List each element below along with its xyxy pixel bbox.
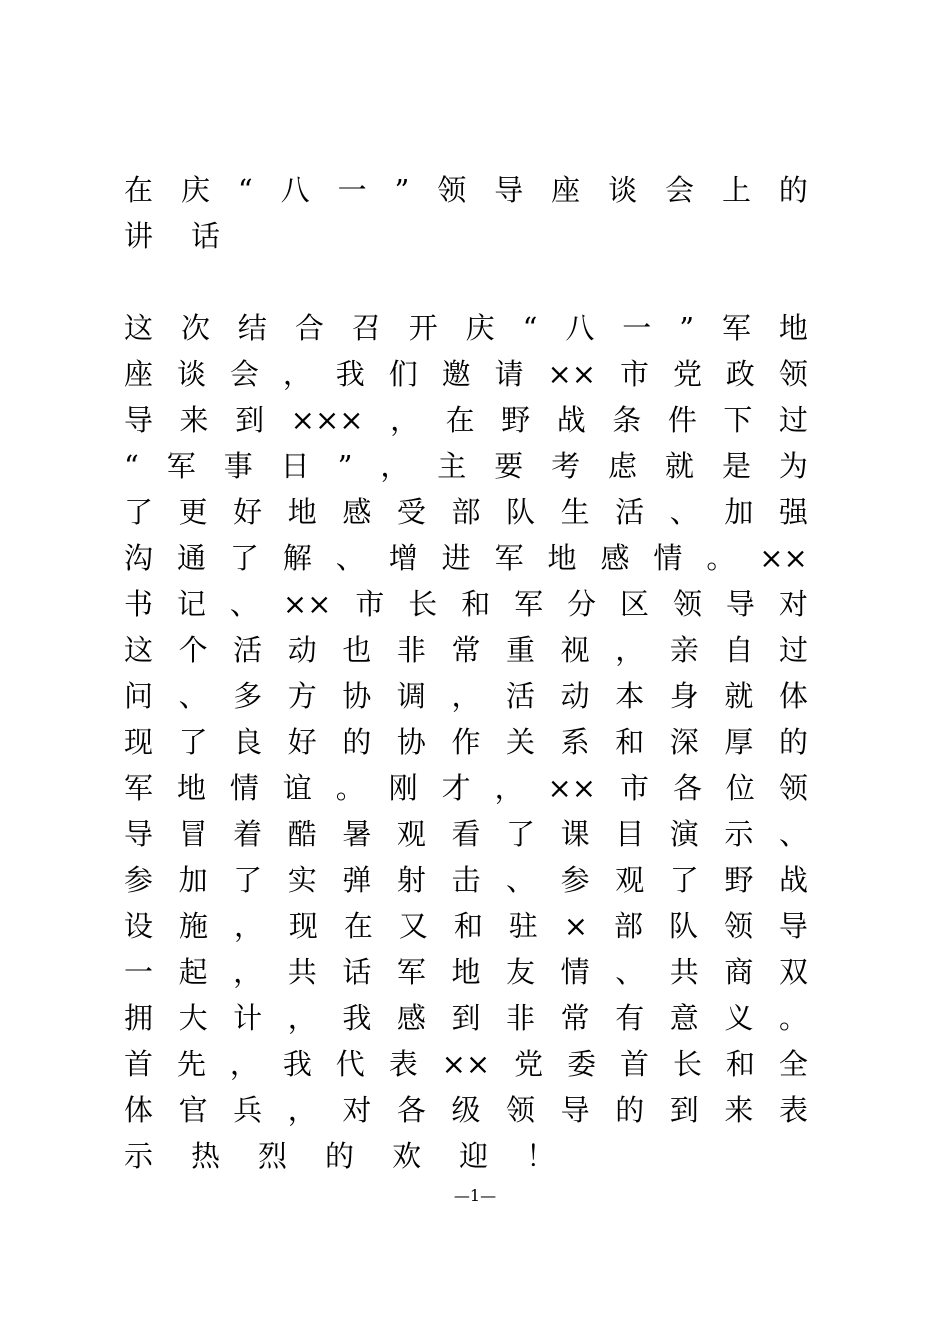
- glyph: 主: [437, 449, 467, 483]
- glyph: 导: [560, 1093, 590, 1127]
- glyph: 了: [506, 817, 536, 851]
- glyph: 了: [229, 541, 259, 575]
- body-line: [124, 1090, 808, 1130]
- glyph: 迎: [459, 1139, 489, 1173]
- glyph: 义: [724, 1001, 754, 1035]
- glyph: 亲: [669, 633, 699, 667]
- glyph: 冒: [178, 817, 208, 851]
- glyph: 视: [560, 633, 590, 667]
- glyph: 导: [124, 817, 154, 851]
- glyph: 计: [233, 1001, 263, 1035]
- glyph: 领: [506, 1093, 536, 1127]
- glyph: 的: [325, 1139, 355, 1173]
- glyph: 政: [725, 357, 755, 391]
- glyph: ，: [494, 771, 524, 805]
- glyph: 在: [124, 173, 154, 207]
- glyph: 问: [124, 679, 154, 713]
- glyph: 地: [778, 311, 808, 345]
- glyph: 领: [778, 771, 808, 805]
- glyph: 导: [494, 173, 524, 207]
- glyph: ，: [229, 1047, 259, 1081]
- glyph: 了: [124, 495, 154, 529]
- glyph: 情: [560, 955, 590, 989]
- glyph: 在: [343, 909, 373, 943]
- glyph: ，: [282, 357, 312, 391]
- glyph: 话: [191, 219, 221, 253]
- glyph: 活: [615, 495, 645, 529]
- glyph: 谈: [608, 173, 638, 207]
- glyph: 课: [560, 817, 590, 851]
- glyph: 好: [233, 495, 263, 529]
- glyph: 队: [506, 495, 536, 529]
- body-line: [124, 584, 808, 624]
- glyph: 意: [669, 1001, 699, 1035]
- body-line: [124, 308, 808, 348]
- glyph: 讲: [124, 219, 154, 253]
- glyph: 深: [669, 725, 699, 759]
- glyph: 施: [178, 909, 208, 943]
- glyph: ，: [390, 403, 420, 437]
- glyph: 下: [723, 403, 753, 437]
- glyph: ，: [287, 1001, 317, 1035]
- glyph: 我: [335, 357, 365, 391]
- body-line: [124, 998, 808, 1038]
- glyph: 记: [176, 587, 206, 621]
- glyph: 开: [408, 311, 438, 345]
- body-line: [124, 1044, 808, 1084]
- glyph: 级: [451, 1093, 481, 1127]
- glyph: 的: [778, 173, 808, 207]
- glyph: ××: [441, 1047, 491, 1081]
- glyph: 战: [556, 403, 586, 437]
- glyph: 部: [451, 495, 481, 529]
- glyph: 沟: [124, 541, 154, 575]
- glyph: 我: [282, 1047, 312, 1081]
- glyph: 次: [180, 311, 210, 345]
- glyph: 共: [669, 955, 699, 989]
- glyph: 上: [721, 173, 751, 207]
- glyph: 座: [551, 173, 581, 207]
- glyph: 话: [342, 955, 372, 989]
- glyph: 先: [176, 1047, 206, 1081]
- glyph: 更: [178, 495, 208, 529]
- glyph: 野: [724, 863, 754, 897]
- glyph: 兵: [233, 1093, 263, 1127]
- glyph: 友: [506, 955, 536, 989]
- glyph: 来: [724, 1093, 754, 1127]
- glyph: 大: [178, 1001, 208, 1035]
- glyph: 部: [614, 909, 644, 943]
- glyph: 设: [124, 909, 154, 943]
- glyph: 地: [547, 541, 577, 575]
- glyph: 首: [620, 1047, 650, 1081]
- glyph: 、: [778, 817, 808, 851]
- glyph: 到: [451, 1001, 481, 1035]
- glyph: 座: [124, 357, 154, 391]
- body-line: [124, 768, 808, 808]
- glyph: 动: [560, 679, 590, 713]
- glyph: 加: [724, 495, 754, 529]
- glyph: 件: [667, 403, 697, 437]
- glyph: 了: [669, 863, 699, 897]
- body-line: [124, 492, 808, 532]
- glyph: 也: [342, 633, 372, 667]
- glyph: 过: [778, 633, 808, 667]
- glyph: 自: [724, 633, 754, 667]
- glyph: 。: [706, 541, 736, 575]
- glyph: 感: [396, 1001, 426, 1035]
- glyph: 军: [494, 541, 524, 575]
- glyph: 们: [388, 357, 418, 391]
- glyph: 、: [615, 955, 645, 989]
- glyph: 为: [778, 449, 808, 483]
- glyph: 实: [287, 863, 317, 897]
- glyph: 一: [124, 955, 154, 989]
- glyph: 首: [124, 1047, 154, 1081]
- glyph: 解: [282, 541, 312, 575]
- glyph: 虑: [608, 449, 638, 483]
- glyph: 感: [600, 541, 630, 575]
- glyph: 增: [388, 541, 418, 575]
- glyph: ，: [233, 955, 263, 989]
- glyph: ××: [759, 541, 808, 575]
- body-line: [124, 906, 808, 946]
- glyph: 热: [191, 1139, 221, 1173]
- glyph: 调: [396, 679, 426, 713]
- glyph: 演: [669, 817, 699, 851]
- glyph: 系: [560, 725, 590, 759]
- glyph: 射: [396, 863, 426, 897]
- glyph: 地: [176, 771, 206, 805]
- glyph: 就: [665, 449, 695, 483]
- glyph: 领: [437, 173, 467, 207]
- glyph: 。: [335, 771, 365, 805]
- glyph: 军: [721, 311, 751, 345]
- glyph: 到: [669, 1093, 699, 1127]
- glyph: 位: [725, 771, 755, 805]
- body-line: [124, 446, 808, 486]
- glyph: 地: [287, 495, 317, 529]
- glyph: 示: [124, 1139, 154, 1173]
- glyph: 通: [176, 541, 206, 575]
- glyph: 庆: [180, 173, 210, 207]
- glyph: 的: [778, 725, 808, 759]
- glyph: 军: [514, 587, 544, 621]
- glyph: 协: [342, 679, 372, 713]
- glyph: ×: [563, 909, 589, 943]
- glyph: 对: [342, 1093, 372, 1127]
- glyph: 军: [166, 449, 196, 483]
- glyph: ，: [287, 1093, 317, 1127]
- glyph: 各: [396, 1093, 426, 1127]
- glyph: 。: [778, 1001, 808, 1035]
- glyph: 导: [778, 909, 808, 943]
- glyph: 来: [179, 403, 209, 437]
- glyph: 受: [396, 495, 426, 529]
- glyph: 市: [620, 357, 650, 391]
- glyph: ××: [547, 357, 597, 391]
- glyph: 好: [287, 725, 317, 759]
- title-line: [124, 170, 808, 210]
- glyph: 会: [229, 357, 259, 391]
- glyph: 观: [396, 817, 426, 851]
- glyph: 本: [615, 679, 645, 713]
- glyph: 个: [178, 633, 208, 667]
- glyph: 暑: [342, 817, 372, 851]
- glyph: 野: [501, 403, 531, 437]
- glyph: 才: [441, 771, 471, 805]
- glyph: 和: [461, 587, 491, 621]
- glyph: 的: [342, 725, 372, 759]
- glyph: 各: [672, 771, 702, 805]
- glyph: 书: [124, 587, 154, 621]
- glyph: ××: [547, 771, 597, 805]
- glyph: ×××: [290, 403, 364, 437]
- glyph: 条: [612, 403, 642, 437]
- glyph: 良: [233, 725, 263, 759]
- body-line: [124, 400, 808, 440]
- body-line: [124, 630, 808, 670]
- glyph: 情: [653, 541, 683, 575]
- glyph: 参: [124, 863, 154, 897]
- glyph: 作: [451, 725, 481, 759]
- page-number: —1—: [453, 1186, 497, 1205]
- glyph: ”: [679, 311, 695, 345]
- glyph: 进: [441, 541, 471, 575]
- glyph: 生: [560, 495, 590, 529]
- glyph: 示: [724, 817, 754, 851]
- glyph: 又: [398, 909, 428, 943]
- glyph: 击: [451, 863, 481, 897]
- glyph: 厚: [724, 725, 754, 759]
- glyph: 方: [287, 679, 317, 713]
- glyph: 情: [229, 771, 259, 805]
- glyph: 刚: [388, 771, 418, 805]
- glyph: 要: [494, 449, 524, 483]
- glyph: 长: [408, 587, 438, 621]
- glyph: 日: [280, 449, 310, 483]
- body-line: [124, 814, 808, 854]
- glyph: “: [522, 311, 538, 345]
- glyph: 和: [725, 1047, 755, 1081]
- glyph: 领: [778, 357, 808, 391]
- glyph: 长: [672, 1047, 702, 1081]
- glyph: 现: [288, 909, 318, 943]
- glyph: 战: [778, 863, 808, 897]
- glyph: 八: [565, 311, 595, 345]
- glyph: 身: [669, 679, 699, 713]
- glyph: 表: [778, 1093, 808, 1127]
- glyph: 结: [237, 311, 267, 345]
- glyph: 过: [778, 403, 808, 437]
- glyph: 、: [178, 679, 208, 713]
- glyph: “: [124, 449, 139, 483]
- glyph: 和: [453, 909, 483, 943]
- glyph: 区: [620, 587, 650, 621]
- glyph: 看: [451, 817, 481, 851]
- glyph: 是: [721, 449, 751, 483]
- glyph: 加: [178, 863, 208, 897]
- glyph: 有: [615, 1001, 645, 1035]
- glyph: ××: [282, 587, 332, 621]
- glyph: 导: [124, 403, 154, 437]
- glyph: 队: [668, 909, 698, 943]
- glyph: 事: [223, 449, 253, 483]
- glyph: ，: [615, 633, 645, 667]
- glyph: 多: [233, 679, 263, 713]
- glyph: 、: [506, 863, 536, 897]
- glyph: 谊: [282, 771, 312, 805]
- glyph: 对: [778, 587, 808, 621]
- body-line: [124, 1136, 808, 1176]
- glyph: 一: [337, 173, 367, 207]
- glyph: 目: [615, 817, 645, 851]
- glyph: 军: [124, 771, 154, 805]
- glyph: 酷: [287, 817, 317, 851]
- glyph: 地: [451, 955, 481, 989]
- glyph: 召: [351, 311, 381, 345]
- glyph: 非: [396, 633, 426, 667]
- glyph: 非: [506, 1001, 536, 1035]
- glyph: 导: [725, 587, 755, 621]
- glyph: 代: [335, 1047, 365, 1081]
- glyph: 感: [342, 495, 372, 529]
- glyph: 谈: [176, 357, 206, 391]
- glyph: 活: [506, 679, 536, 713]
- glyph: 邀: [441, 357, 471, 391]
- glyph: 强: [778, 495, 808, 529]
- glyph: 到: [235, 403, 265, 437]
- glyph: 常: [451, 633, 481, 667]
- glyph: 双: [778, 955, 808, 989]
- glyph: 党: [514, 1047, 544, 1081]
- body-line: [124, 676, 808, 716]
- glyph: 拥: [124, 1001, 154, 1035]
- glyph: 军: [396, 955, 426, 989]
- glyph: 和: [615, 725, 645, 759]
- glyph: 了: [178, 725, 208, 759]
- glyph: 着: [233, 817, 263, 851]
- glyph: 重: [506, 633, 536, 667]
- glyph: 市: [355, 587, 385, 621]
- glyph: 了: [233, 863, 263, 897]
- glyph: ！: [526, 1139, 556, 1173]
- glyph: 合: [294, 311, 324, 345]
- glyph: 参: [560, 863, 590, 897]
- body-line: [124, 354, 808, 394]
- glyph: 起: [178, 955, 208, 989]
- glyph: 关: [506, 725, 536, 759]
- glyph: 领: [672, 587, 702, 621]
- glyph: 的: [615, 1093, 645, 1127]
- glyph: 这: [124, 633, 154, 667]
- glyph: 观: [615, 863, 645, 897]
- glyph: 就: [724, 679, 754, 713]
- glyph: 分: [567, 587, 597, 621]
- glyph: 委: [567, 1047, 597, 1081]
- glyph: 协: [396, 725, 426, 759]
- glyph: ”: [337, 449, 353, 483]
- glyph: 我: [342, 1001, 372, 1035]
- glyph: ，: [380, 449, 410, 483]
- glyph: 商: [724, 955, 754, 989]
- glyph: 、: [229, 587, 259, 621]
- title-line: [124, 216, 808, 256]
- glyph: 这: [124, 311, 154, 345]
- glyph: 常: [560, 1001, 590, 1035]
- glyph: 现: [124, 725, 154, 759]
- glyph: 弹: [342, 863, 372, 897]
- glyph: 活: [233, 633, 263, 667]
- glyph: 动: [287, 633, 317, 667]
- glyph: 请: [494, 357, 524, 391]
- glyph: 一: [622, 311, 652, 345]
- glyph: 体: [778, 679, 808, 713]
- glyph: 体: [124, 1093, 154, 1127]
- glyph: ，: [233, 909, 263, 943]
- body-line: [124, 860, 808, 900]
- glyph: 领: [723, 909, 753, 943]
- glyph: 表: [388, 1047, 418, 1081]
- glyph: 考: [551, 449, 581, 483]
- glyph: 市: [620, 771, 650, 805]
- body-line: [124, 722, 808, 762]
- glyph: ”: [394, 173, 410, 207]
- glyph: 在: [445, 403, 475, 437]
- glyph: 党: [672, 357, 702, 391]
- glyph: 会: [665, 173, 695, 207]
- glyph: 共: [287, 955, 317, 989]
- glyph: 、: [669, 495, 699, 529]
- glyph: 烈: [258, 1139, 288, 1173]
- glyph: 全: [778, 1047, 808, 1081]
- body-line: [124, 952, 808, 992]
- glyph: 欢: [392, 1139, 422, 1173]
- glyph: 八: [280, 173, 310, 207]
- glyph: 庆: [465, 311, 495, 345]
- glyph: “: [237, 173, 253, 207]
- glyph: ，: [451, 679, 481, 713]
- glyph: 、: [335, 541, 365, 575]
- glyph: 驻: [508, 909, 538, 943]
- glyph: 官: [178, 1093, 208, 1127]
- body-line: [124, 538, 808, 578]
